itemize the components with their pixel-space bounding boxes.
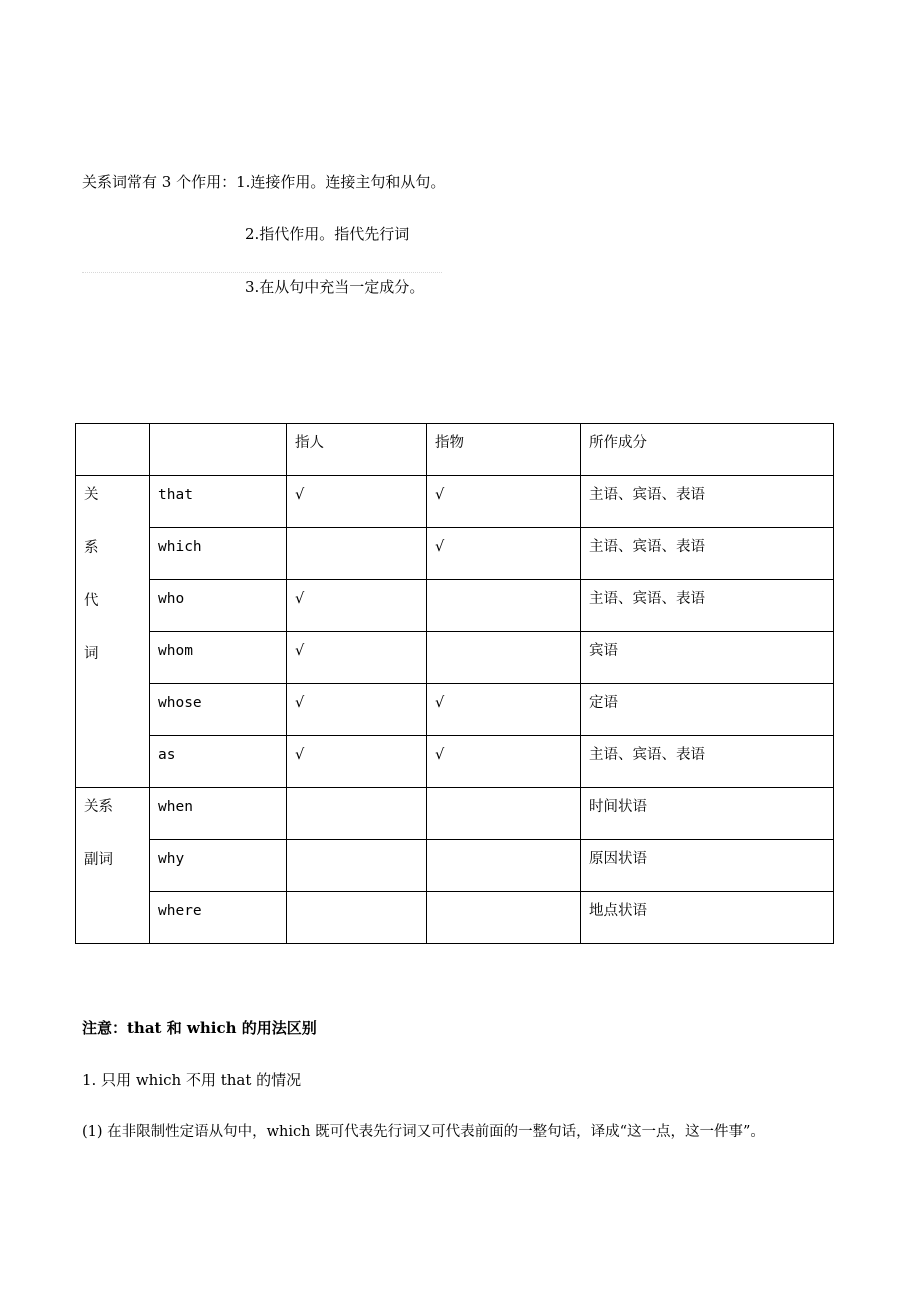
notes-item-1-sub-1: (1) 在非限制性定语从句中，which 既可代表先行词又可代表前面的一整句话，译成“这一点，这一件事”。 bbox=[82, 1124, 765, 1140]
notes-heading: 注意：that 和 which 的用法区别 bbox=[82, 1019, 317, 1037]
relative-word-cell: why bbox=[150, 840, 287, 892]
table-row bbox=[76, 684, 834, 736]
table-row bbox=[76, 476, 834, 528]
refers-to-person-cell bbox=[287, 840, 427, 892]
clause-role-cell: 宾语 bbox=[581, 632, 834, 684]
refers-to-thing-cell: √ bbox=[427, 476, 581, 528]
clause-role-cell: 定语 bbox=[581, 684, 834, 736]
refers-to-thing-cell bbox=[427, 632, 581, 684]
header-cell bbox=[76, 424, 150, 476]
clause-role-cell: 主语、宾语、表语 bbox=[581, 476, 834, 528]
refers-to-person-cell bbox=[287, 892, 427, 944]
table-row bbox=[76, 736, 834, 788]
clause-role-cell: 主语、宾语、表语 bbox=[581, 736, 834, 788]
relative-word-cell: that bbox=[150, 476, 287, 528]
refers-to-person-cell bbox=[287, 788, 427, 840]
divider bbox=[82, 272, 442, 273]
table-row bbox=[76, 528, 834, 580]
relative-word-cell: when bbox=[150, 788, 287, 840]
table-row bbox=[76, 840, 834, 892]
refers-to-thing-cell bbox=[427, 840, 581, 892]
refers-to-thing-cell: √ bbox=[427, 528, 581, 580]
refers-to-person-cell: √ bbox=[287, 476, 427, 528]
refers-to-person-cell: √ bbox=[287, 684, 427, 736]
refers-to-thing-cell: √ bbox=[427, 684, 581, 736]
table-row bbox=[76, 892, 834, 944]
relative-word-cell: which bbox=[150, 528, 287, 580]
table-row bbox=[76, 632, 834, 684]
table-row bbox=[76, 788, 834, 840]
table-row bbox=[76, 580, 834, 632]
header-cell: 指人 bbox=[287, 424, 427, 476]
notes-item-1: 1. 只用 which 不用 that 的情况 bbox=[82, 1071, 302, 1089]
clause-role-cell: 主语、宾语、表语 bbox=[581, 528, 834, 580]
adverb-group-label: 关系 副词 bbox=[76, 788, 150, 944]
relative-word-cell: who bbox=[150, 580, 287, 632]
pronoun-group-label: 关 系 代 词 bbox=[76, 476, 150, 788]
clause-role-cell: 原因状语 bbox=[581, 840, 834, 892]
intro-line-1: 关系词常有 3 个作用：1.连接作用。连接主句和从句。 bbox=[82, 173, 446, 191]
refers-to-thing-cell bbox=[427, 580, 581, 632]
refers-to-thing-cell: √ bbox=[427, 736, 581, 788]
intro-line-3: 3.在从句中充当一定成分。 bbox=[245, 278, 425, 296]
relative-word-cell: whose bbox=[150, 684, 287, 736]
intro-line-2: 2.指代作用。指代先行词 bbox=[245, 225, 410, 243]
refers-to-thing-cell bbox=[427, 788, 581, 840]
header-cell: 所作成分 bbox=[581, 424, 834, 476]
refers-to-person-cell bbox=[287, 528, 427, 580]
clause-role-cell: 时间状语 bbox=[581, 788, 834, 840]
relative-word-cell: whom bbox=[150, 632, 287, 684]
relative-word-cell: where bbox=[150, 892, 287, 944]
table-header-row bbox=[76, 424, 834, 476]
refers-to-person-cell: √ bbox=[287, 580, 427, 632]
header-cell: 指物 bbox=[427, 424, 581, 476]
refers-to-person-cell: √ bbox=[287, 736, 427, 788]
clause-role-cell: 主语、宾语、表语 bbox=[581, 580, 834, 632]
relative-word-cell: as bbox=[150, 736, 287, 788]
relative-words-table bbox=[75, 423, 834, 944]
refers-to-person-cell: √ bbox=[287, 632, 427, 684]
header-cell bbox=[150, 424, 287, 476]
refers-to-thing-cell bbox=[427, 892, 581, 944]
clause-role-cell: 地点状语 bbox=[581, 892, 834, 944]
